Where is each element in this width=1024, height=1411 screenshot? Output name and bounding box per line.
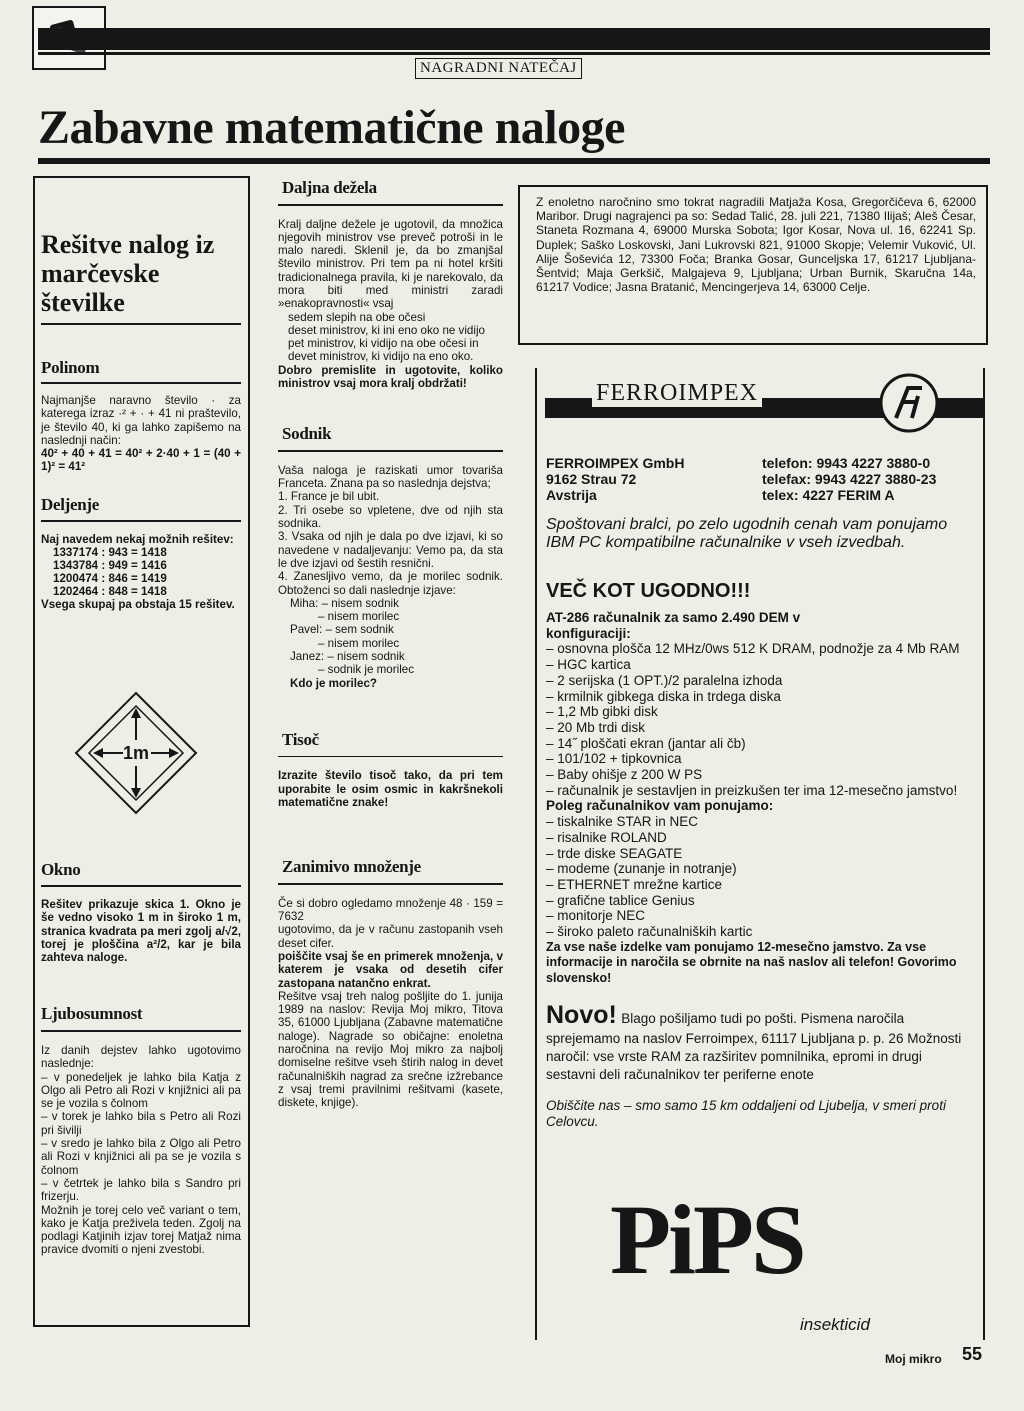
also-item: – široko paleto računalniških kartic — [546, 924, 753, 940]
header-bar — [38, 28, 990, 50]
deljenje-outro: Vsega skupaj pa obstaja 15 rešitev. — [41, 598, 235, 612]
contact-line: telex: 4227 FERIM A — [762, 487, 895, 503]
ad-brand: FERROIMPEX — [592, 380, 762, 407]
ljub-line: Možnih je torej celo več variant o tem, kako je Katja preživela teden. Zgolj na podlagi Katjinih izjav torej Matjaž nima pravice dvomiti o njeni zvestobi. — [41, 1203, 241, 1257]
sodnik-fact: 2. Tri osebe so vpletene, dve od njih sta sodnika. — [278, 503, 503, 531]
polinom-heading: Polinom — [41, 358, 100, 377]
ljub-line: – v četrtek je lahko bila s Sandro pri frizerju. — [41, 1176, 241, 1204]
sodnik-fact: 1. France je bil ubit. — [278, 490, 380, 504]
tisoc-heading: Tisoč — [282, 729, 319, 749]
ad-details — [546, 610, 974, 1129]
ad-greeting: Spoštovani bralci, po zelo ugodnih cenah vam ponujamo IBM PC kompatibilne računalnike v vseh izvedbah. — [546, 516, 948, 551]
sodnik-fact: 4. Zanesljivo vemo, da je morilec sodnik. Obtoženci so dali naslednje izjave: — [278, 570, 503, 597]
mnozenje-task: poiščite vsaj še en primerek množenja, v katerem je vsaka od desetih cifer zastopana natančno enkrat. — [278, 949, 503, 990]
deljenje-line: 1202464 : 848 = 1418 — [53, 585, 167, 599]
winners-text: Z enoletno naročnino smo tokrat nagradili Matjaža Kosa, Gregorčičeva 6, 62000 Maribor. Drugi nagrajenci pa so: Sedad Talić, 28. juli 221, 71380 Ilijaš; Aleš Česar, Staneta Rozmana 4, 69000 Murska Sobota; Igor Kosar, Nova ul. 16, 62241 Sp. Duplek; Saško Loskovski, Jani Lukrovski 821, 91000 Skopje; Velemir Vuković, Ul. Alije Šoševića 12, 73300 Foča; Branka Gosar, Gunceljska 17, 61217 Ljubljana-Šentvid; Maja Gerkšič, Malgajeva 9, Ljubljana; Urban Burnik, Skaručna 14a, 61217 Vodice; Jasna Bratanić, Mencingerjeva 14, 63000 Celje. — [536, 195, 976, 295]
ljub-line: – v sredo je lahko bila z Olgo ali Petro ali Rozi v knjižnici ali pa se je vozila s čolnom — [41, 1137, 241, 1177]
okno-heading: Okno — [41, 860, 81, 879]
deljenje-line: 1200474 : 846 = 1419 — [53, 572, 167, 586]
config-item: – 101/102 + tipkovnica — [546, 751, 682, 767]
divider — [278, 883, 503, 885]
mnozenje-text: ugotovimo, da je v računu zastopanih vseh deset cifer. — [278, 923, 503, 950]
divider — [278, 756, 503, 758]
also-item: – modeme (zunanje in notranje) — [546, 861, 737, 877]
deljenje-body — [41, 533, 241, 612]
middle-column — [278, 178, 503, 1110]
company-block — [546, 455, 684, 503]
sodnik-statement: Janez: – nisem sodnik — [290, 650, 405, 664]
also-heading: Poleg računalnikov vam ponujamo: — [546, 798, 774, 814]
ad-visit: Obiščite nas – smo samo 15 km oddaljeni od Ljubelja, v smeri proti Celovcu. — [546, 1097, 946, 1129]
winners-box — [518, 185, 988, 345]
polinom-text: Najmanjše naravno število · za katerega izraz ·² + · + 41 ni praštevilo, je število 40, ki ga lahko zapišemo na naslednji način: — [41, 394, 241, 447]
contact-line: telefon: 9943 4227 3880-0 — [762, 455, 931, 471]
deljenje-list — [41, 546, 241, 598]
dezela-question: Dobro premislite in ugotovite, koliko ministrov vsaj mora kralj obdržati! — [278, 363, 503, 391]
also-item: – trde diske SEAGATE — [546, 845, 683, 861]
polinom-body — [41, 394, 241, 474]
dezela-line: devet ministrov, ki vidijo na eno oko. — [288, 350, 474, 364]
config-item: – HGC kartica — [546, 657, 631, 673]
ad-guarantee: Za vse naše izdelke vam ponujamo 12-mesečno jamstvo. Za vse informacije in naročila se obrnite na naš naslov ali telefon! Govorimo slovensko! — [546, 939, 957, 986]
contact-block — [762, 455, 936, 503]
diagram-label: 1m — [123, 743, 150, 763]
divider — [41, 885, 241, 887]
also-item: – tiskalnike STAR in NEC — [546, 814, 699, 830]
ljubosumnost-body — [41, 1044, 241, 1257]
ad-offer: AT-286 računalnik za samo 2.490 DEM v konfiguraciji: — [546, 610, 801, 641]
config-list — [546, 641, 974, 798]
config-item: – 20 Mb trdi disk — [546, 719, 646, 735]
ljubosumnost-heading: Ljubosumnost — [41, 1004, 143, 1023]
sodnik-statement: Pavel: – sem sodnik — [290, 623, 394, 637]
company-line: Avstrija — [546, 487, 597, 503]
page-number: 55 — [962, 1344, 983, 1364]
divider — [41, 520, 241, 522]
page-title: Zabavne matematične naloge — [38, 101, 625, 154]
footer-magazine: Moj mikro — [885, 1352, 942, 1366]
also-item: – monitorje NEC — [546, 908, 646, 924]
novo-label: Novo! — [546, 1000, 617, 1029]
dezela-text: Kralj daljne dežele je ugotovil, da množica njegovih ministrov vse preveč potroši in le malo naredi. Sklenil je, da bo zmanjšal število ministrov. Pri tem pa ni hotel kršiti tradicionalnega pravila, ki je narekovalo, da mora biti med ministri zaradi »enakopravnosti« vsaj — [278, 217, 503, 311]
divider — [278, 204, 503, 206]
sodnik-heading: Sodnik — [282, 424, 332, 444]
mnozenje-heading: Zanimivo množenje — [282, 857, 421, 877]
dezela-heading: Daljna dežela — [282, 178, 377, 197]
solutions-box — [33, 176, 250, 1327]
pips-tagline: insekticid — [800, 1315, 870, 1334]
polinom-formula: 40² + 40 + 41 = 40² + 2·40 + 1 = (40 + 1)² = 41² — [41, 447, 241, 474]
tisoc-text: Izrazite število tisoč tako, da pri tem uporabite le osim osmic in kakršnekoli matematične znake! — [278, 769, 503, 809]
header-bar-thin — [38, 52, 990, 55]
also-list — [546, 814, 974, 940]
sodnik-question: Kdo je morilec? — [290, 676, 377, 690]
section-tag: NAGRADNI NATEČAJ — [415, 58, 582, 79]
config-item: – 2 serijska (1 OPT.)/2 paralelna izhoda — [546, 672, 783, 688]
ljub-line: Iz danih dejstev lahko ugotovimo naslednje: — [41, 1044, 241, 1071]
also-item: – grafične tablice Genius — [546, 892, 695, 908]
ljub-line: – v ponedeljek je lahko bila Katja z Olgo ali Petro ali Rozi v knjižnici ali pa se je vozila s čolnom — [41, 1070, 241, 1111]
pips-brand: PiPS — [610, 1184, 804, 1295]
deljenje-intro: Naj navedem nekaj možnih rešitev: — [41, 533, 234, 546]
config-item: – računalnik je sestavljen in preizkušen ter ima 12-mesečno jamstvo! — [546, 782, 958, 798]
config-item: – osnovna plošča 12 MHz/0ws 512 K DRAM, podnožje za 4 Mb RAM — [546, 641, 960, 657]
divider — [41, 382, 241, 384]
config-item: – 14˝ ploščati ekran (jantar ali čb) — [546, 735, 746, 751]
divider — [278, 450, 503, 452]
novo-block — [546, 1001, 974, 1084]
contact-line: telefax: 9943 4227 3880-23 — [762, 471, 937, 487]
company-line: FERROIMPEX GmbH — [546, 455, 685, 471]
config-item: – krmilnik gibkega diska in trdega diska — [546, 688, 781, 704]
closing-text: Rešitve vsaj treh nalog pošljite do 1. junija 1989 na naslov: Revija Moj mikro, Titova 35, 61000 Ljubljana (Zabavne matematične naloge). Nagrade so običajne: enoletna naročnina na revijo Moj mikro za najbolj domiselne rešitve vseh štirih nalog in devet računalniških nagrad za srečne izžrebance z vsaj tremi pravilnimi rešitvami (kasete, diskete, knjige). — [278, 989, 503, 1110]
dezela-line: sedem slepih na obe očesi — [288, 310, 426, 324]
sodnik-statement: – nisem morilec — [318, 610, 400, 624]
mnozenje-text: Če si dobro ogledamo množenje 48 · 159 = 7632 — [278, 896, 503, 924]
deljenje-heading: Deljenje — [41, 495, 100, 514]
company-line: 9162 Strau 72 — [546, 471, 637, 487]
deljenje-line: 1337174 : 943 = 1418 — [53, 546, 167, 560]
title-rule — [38, 158, 990, 164]
sodnik-intro: Vaša naloga je raziskati umor tovariša Franceta. Znana pa so naslednja dejstva; — [278, 463, 503, 491]
also-item: – risalnike ROLAND — [546, 829, 667, 845]
dezela-line: deset ministrov, ki ini eno oko ne vidijo — [288, 323, 485, 337]
sodnik-statement: – sodnik je morilec — [318, 663, 415, 677]
deljenje-line: 1343784 : 949 = 1416 — [53, 559, 167, 573]
dezela-line: pet ministrov, ki vidijo na obe očesi in — [288, 337, 479, 351]
ferroimpex-logo-icon — [878, 372, 940, 434]
config-item: – Baby ohišje z 200 W PS — [546, 767, 703, 783]
solutions-title: Rešitve nalog iz marčevske številke — [41, 230, 215, 317]
also-item: – ETHERNET mrežne kartice — [546, 876, 723, 892]
divider — [41, 323, 241, 325]
novo-text: Blago pošiljamo tudi po pošti. Pismena naročila sprejemamo na naslov Ferroimpex, 61117 Ljubljana p. p. 26 Možnosti naročil: vse vrste RAM za razširitev pomnilnika, epromi in drugi sestavni deli računalnikov ter periferne enote — [546, 1010, 962, 1082]
okno-text: Rešitev prikazuje skica 1. Okno je še vedno visoko 1 m in široko 1 m, stranica kvadrata pa meri zgolj a/√2, torej je ploščina a²/2, kar je bila zahteva naloge. — [41, 898, 241, 965]
sodnik-fact: 3. Vsaka od njih je dala po dve izjavi, ki so navedene v nadaljevanju: Vemo pa, da sta le dve izjavi od šestih resnični. — [278, 530, 503, 570]
sodnik-statement: – nisem morilec — [318, 636, 400, 650]
ljub-line: – v torek je lahko bila s Petro ali Rozi pri šivilji — [41, 1110, 241, 1137]
ad-headline: VEČ KOT UGODNO!!! — [546, 580, 751, 602]
config-item: – 1,2 Mb gibki disk — [546, 704, 658, 720]
window-diagram — [71, 688, 201, 818]
sodnik-statement: Miha: – nisem sodnik — [290, 596, 399, 610]
divider — [41, 1030, 241, 1032]
